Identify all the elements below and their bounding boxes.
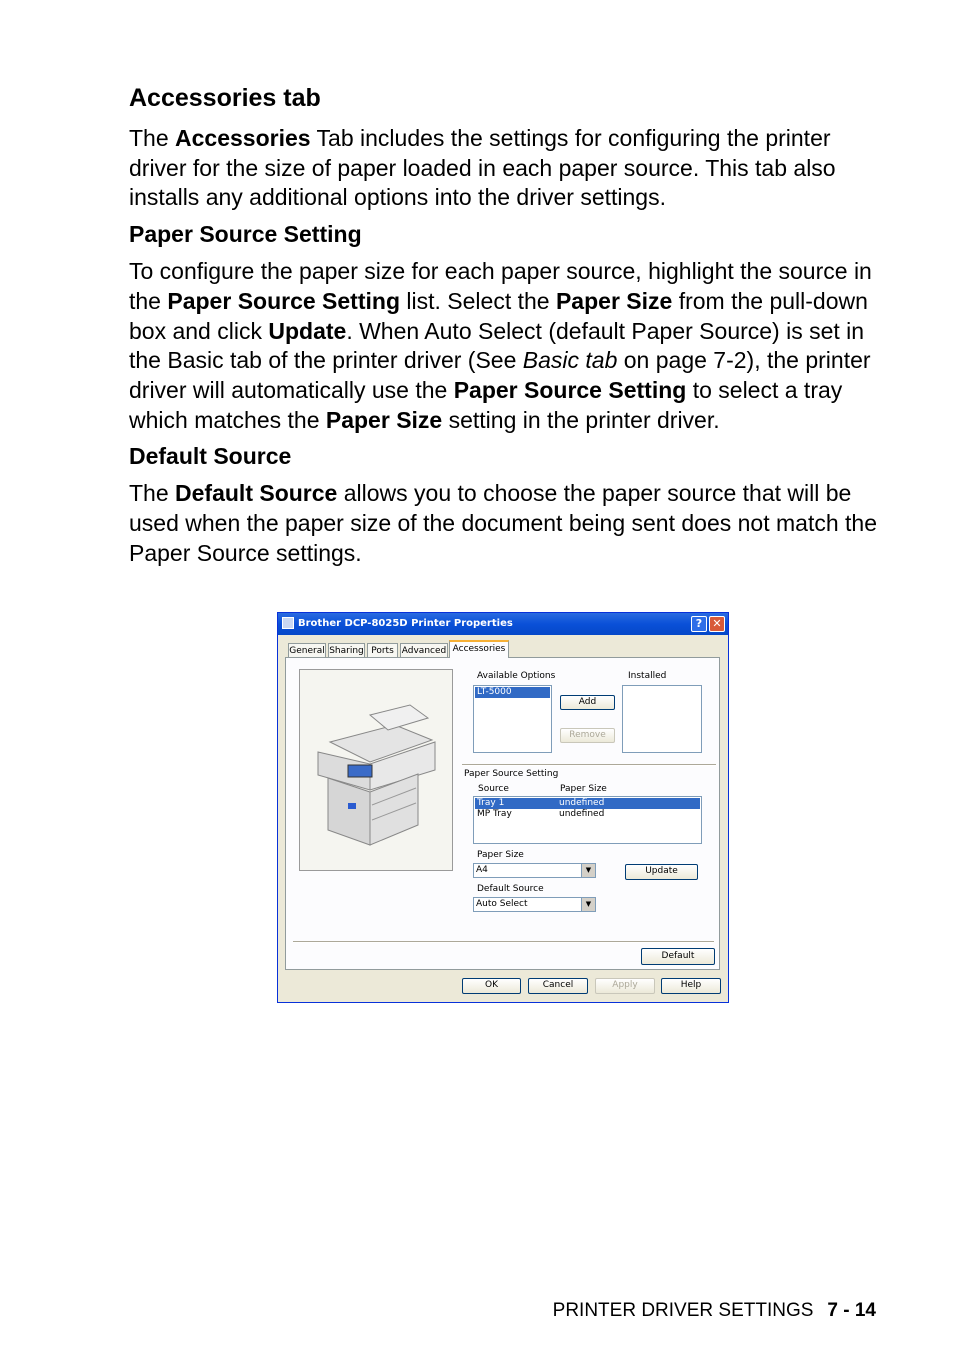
divider [462,764,716,766]
intro-paragraph: The Accessories Tab includes the settings for configuring the printer driver for the size of paper loaded in each paper source. This tab also installs any additional options into the driver settings. [129,125,836,211]
tab-advanced[interactable]: Advanced [400,643,448,657]
row-source: MP Tray [477,809,512,819]
accessories-panel [285,657,720,970]
table-row[interactable] [475,798,700,809]
remove-button[interactable]: Remove [560,728,615,743]
tab-accessories[interactable]: Accessories [449,640,509,658]
available-options-label: Available Options [477,671,556,681]
available-options-list[interactable] [473,685,552,753]
apply-button[interactable]: Apply [595,978,655,994]
add-button[interactable]: Add [560,695,615,710]
default-source-select[interactable] [473,897,596,912]
row-source: Tray 1 [477,798,505,808]
printer-illustration [300,670,452,870]
default-button[interactable]: Default [641,948,715,965]
paper-size-column-header: Paper Size [560,784,607,794]
source-column-header: Source [478,784,509,794]
default-source-heading: Default Source [129,443,292,470]
paper-size-value: A4 [476,865,488,875]
dialog-titlebar [278,613,728,635]
tab-ports[interactable]: Ports [367,643,398,657]
default-source-label: Default Source [477,884,544,894]
document-body [129,82,889,574]
row-size: undefined [559,809,605,819]
default-source-value: Auto Select [476,899,528,909]
printer-icon [282,617,294,629]
paper-source-paragraph: To configure the paper size for each paper source, highlight the source in the Paper Source Setting list. Select the Paper Size from the pull-down box and click Update. When Auto Select (default Paper Source) is set in the Basic tab of the printer driver (See Basic tab on page 7-2), the printer driver will automatically use the Paper Source Setting to select a tray which matches the Paper Size setting in the printer driver. [129,258,872,433]
installed-list[interactable] [622,685,702,753]
divider [293,941,714,943]
installed-label: Installed [628,671,667,681]
default-source-paragraph: The Default Source allows you to choose the paper source that will be used when the paper size of the document being sent does not match the Paper Source settings. [129,480,877,566]
page-number: 7 - 14 [827,1300,876,1321]
help-titlebar-button[interactable]: ? [691,616,707,632]
row-size: undefined [559,798,605,808]
paper-source-setting-label: Paper Source Setting [464,769,559,779]
list-item[interactable]: LT-5000 [475,687,550,698]
accessories-tab-heading: Accessories tab [129,84,321,112]
tab-general[interactable]: General [288,643,326,657]
paper-size-label: Paper Size [477,850,524,860]
printer-image [299,669,453,871]
chevron-down-icon[interactable]: ▼ [581,898,595,911]
close-icon[interactable]: ✕ [709,616,725,632]
tab-sharing[interactable]: Sharing [328,643,365,657]
footer-section: PRINTER DRIVER SETTINGS [552,1300,814,1321]
paper-source-list[interactable] [473,796,702,844]
help-button[interactable]: Help [661,978,721,994]
dialog-title: Brother DCP-8025D Printer Properties [298,618,513,629]
paper-source-setting-heading: Paper Source Setting [129,221,362,248]
cancel-button[interactable]: Cancel [528,978,588,994]
paper-size-select[interactable] [473,863,596,878]
page-footer [553,1300,876,1322]
table-row[interactable] [475,809,700,820]
chevron-down-icon[interactable]: ▼ [581,864,595,877]
update-button[interactable]: Update [625,864,698,880]
ok-button[interactable]: OK [462,978,521,994]
printer-properties-dialog [277,612,729,1003]
